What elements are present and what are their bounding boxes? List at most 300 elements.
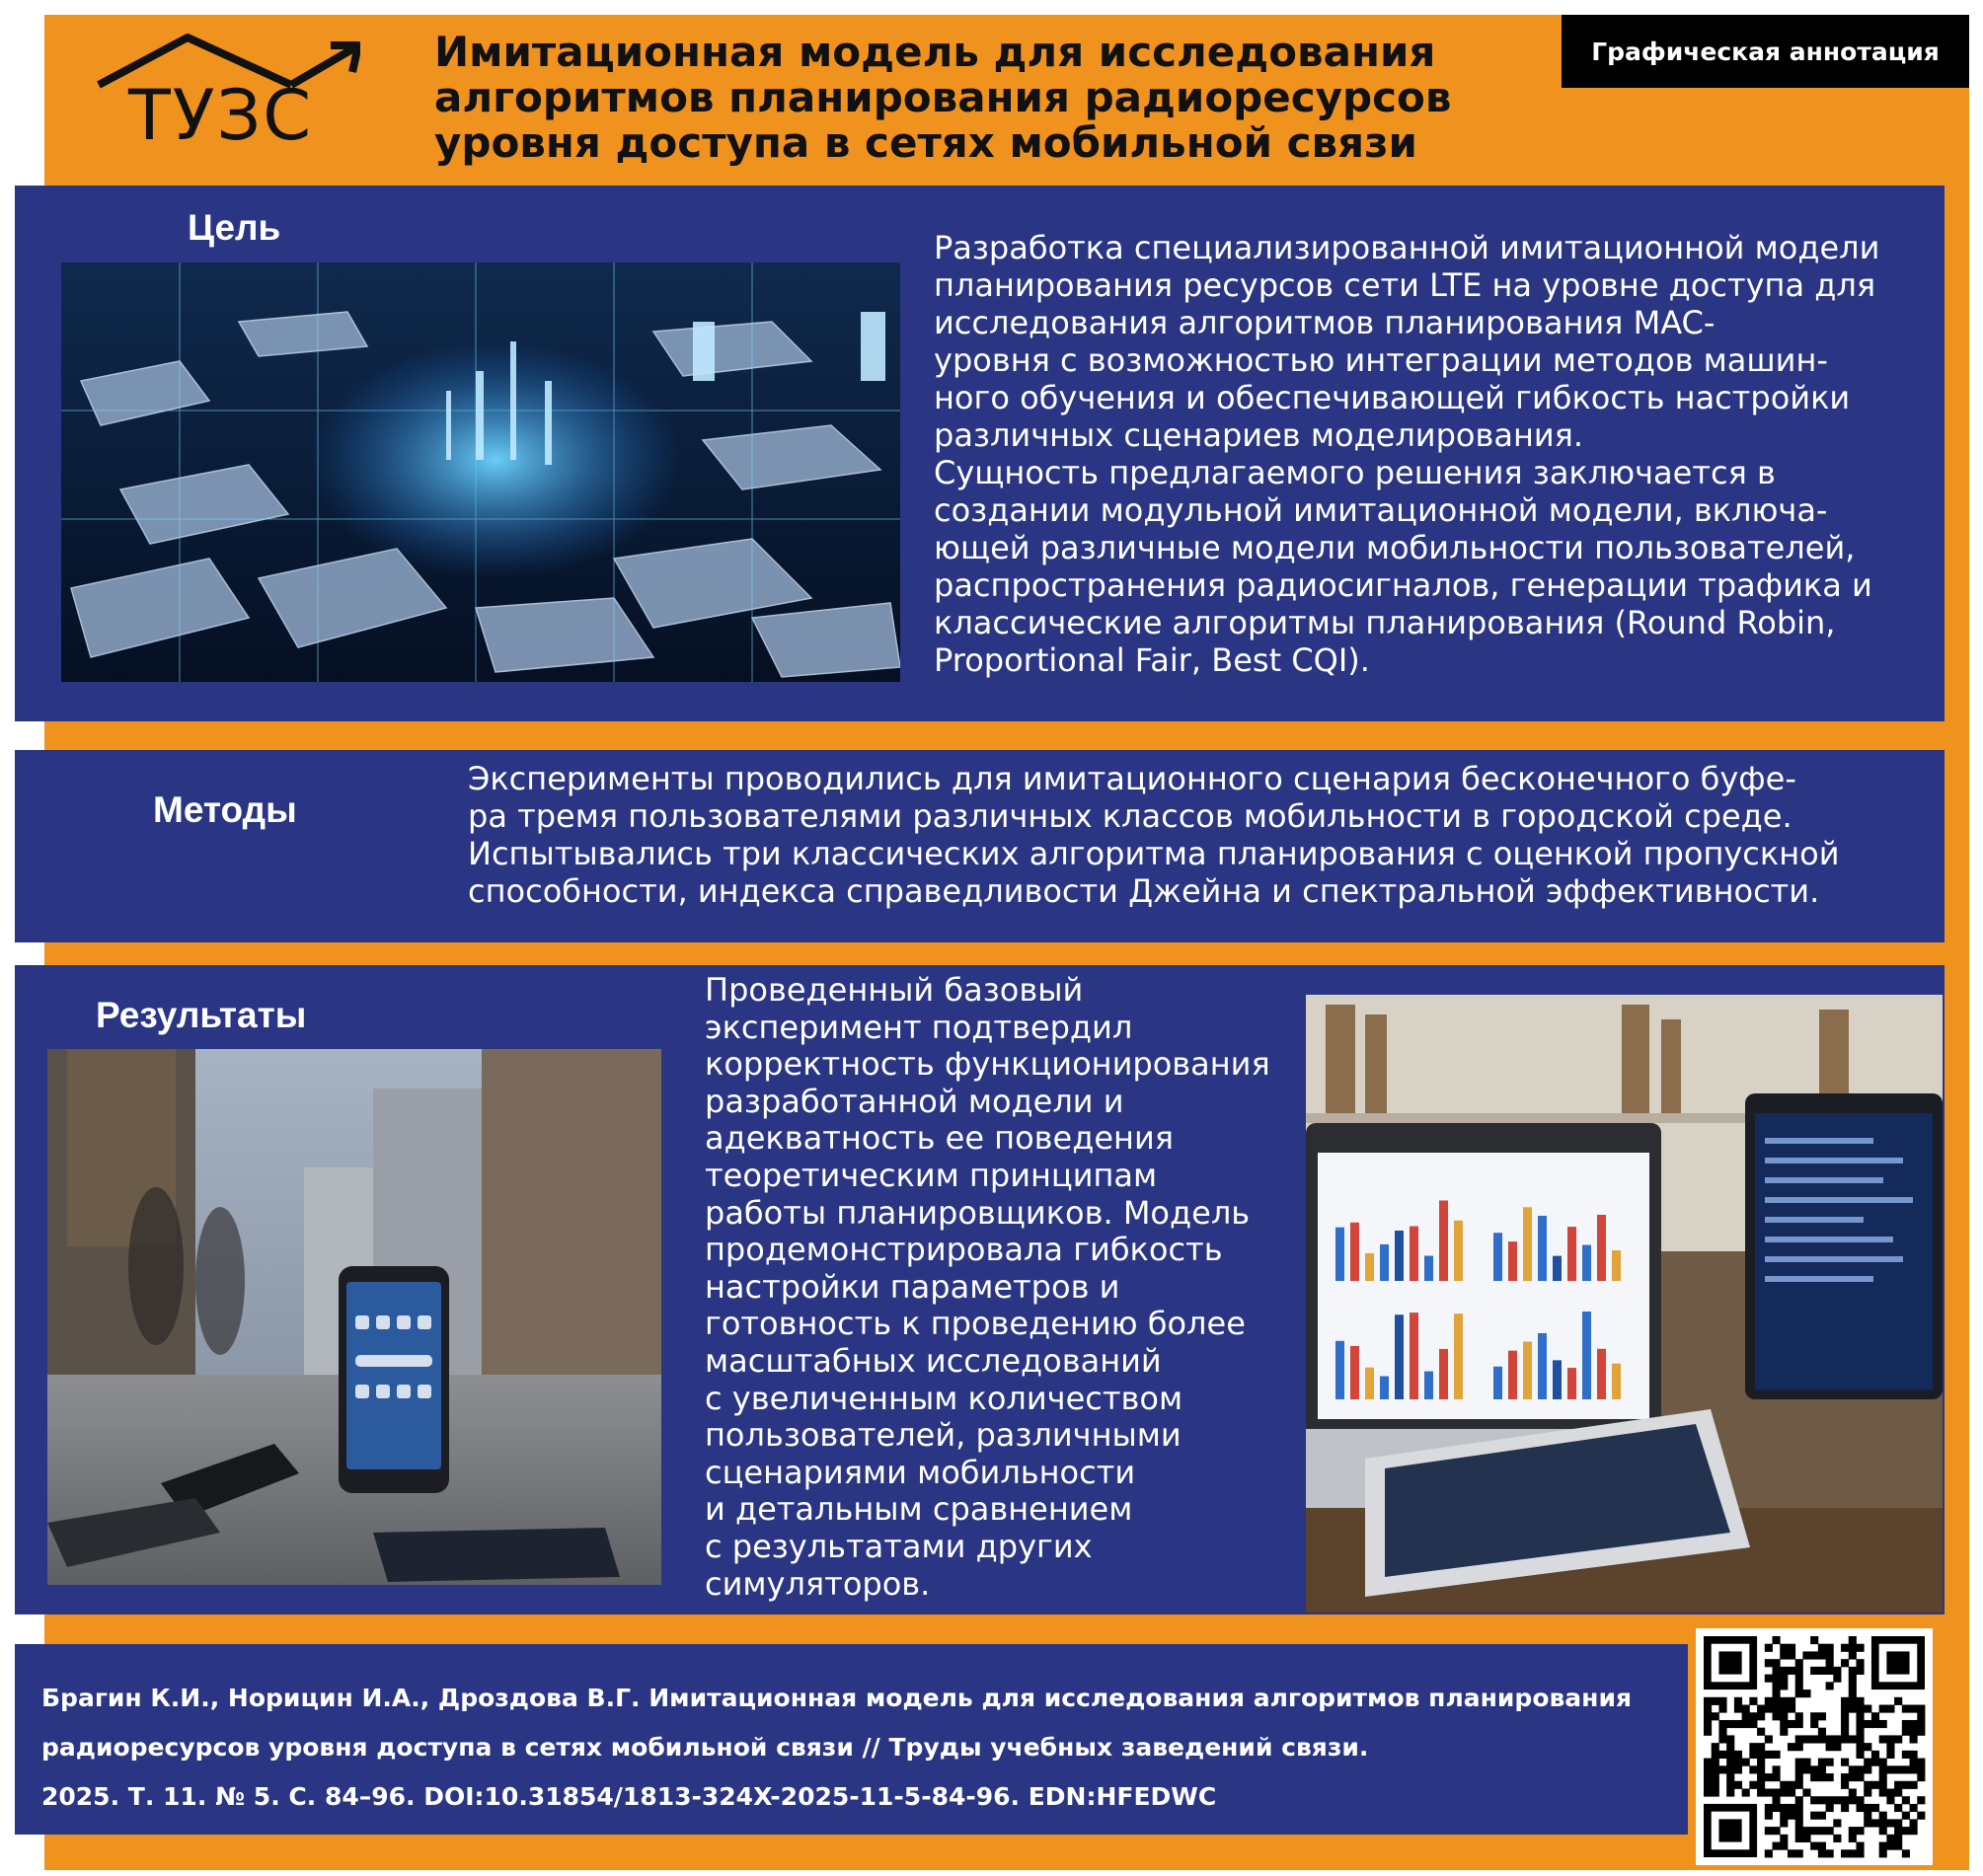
qr-module [1849,1689,1857,1697]
qr-module [1718,1720,1726,1728]
qr-module [1810,1712,1818,1720]
qr-module [1757,1781,1765,1789]
qr-module [1810,1636,1818,1644]
results-line-8: продемонстрировала гибкость [705,1231,1223,1269]
screen-bar [1508,1241,1517,1281]
qr-module [1902,1827,1910,1835]
qr-module [1712,1743,1719,1751]
qr-module [1917,1773,1925,1781]
qr-code[interactable] [1696,1628,1933,1865]
qr-module [1826,1827,1834,1835]
qr-module [1910,1827,1918,1835]
qr-module [1879,1849,1887,1857]
qr-module [1704,1788,1712,1796]
graphical-abstract-badge: Графическая аннотация [1562,15,1969,88]
qr-module [1886,1651,1909,1674]
qr-module [1765,1644,1773,1652]
qr-module [1856,1659,1864,1667]
qr-module [1917,1759,1925,1766]
results-line-17: симуляторов. [705,1564,931,1603]
qr-module [1894,1781,1902,1789]
qr-module [1773,1796,1781,1804]
qr-module [1773,1788,1781,1796]
qr-module [1780,1667,1788,1675]
results-heading: Результаты [96,995,307,1035]
qr-module [1864,1743,1871,1751]
qr-module [1917,1720,1925,1728]
qr-module [1856,1849,1864,1857]
qr-module [1864,1759,1871,1766]
qr-module [1841,1735,1849,1743]
goal-line-9: ющей различные модели мобильности пользователей, [934,529,1856,566]
qr-module [1910,1819,1918,1827]
qr-module [1726,1788,1734,1796]
qr-module [1788,1705,1795,1713]
qr-module [1757,1751,1765,1759]
qr-module [1841,1759,1849,1766]
qr-module [1795,1712,1803,1720]
screen-bar [1538,1333,1547,1399]
qr-module [1802,1765,1810,1773]
qr-module [1726,1751,1734,1759]
qr-module [1712,1781,1719,1789]
qr-module [1795,1849,1803,1857]
citation-line-2: радиоресурсов уровня доступа в сетях мобильной связи // Труды учебных заведений связи. [41,1733,1369,1762]
results-line-2: эксперимент подтвердил [705,1008,1133,1046]
qr-module [1818,1827,1826,1835]
results-line-11: масштабных исследований [705,1341,1162,1380]
qr-module [1726,1759,1734,1766]
qr-module [1856,1773,1864,1781]
qr-module [1712,1751,1719,1759]
screen-bar [1335,1228,1344,1281]
qr-module [1704,1712,1712,1720]
qr-module [1780,1812,1788,1820]
qr-module [1773,1804,1781,1812]
methods-line-1: Эксперименты проводились для имитационного сценария бесконечного буфе- [468,760,1796,797]
qr-module [1749,1765,1757,1773]
screen-bar [1410,1313,1418,1399]
results-line-6: теоретическим принципам [705,1156,1158,1194]
qr-module [1726,1720,1734,1728]
qr-module [1818,1667,1826,1675]
methods-line-3: Испытывались три классических алгоритма планирования с оценкой пропускной [468,835,1840,872]
qr-module [1718,1765,1726,1773]
qr-module [1833,1675,1841,1683]
qr-module [1742,1788,1750,1796]
qr-module [1795,1773,1803,1781]
qr-module [1902,1705,1910,1713]
qr-module [1910,1751,1918,1759]
qr-module [1757,1743,1765,1751]
qr-module [1795,1759,1803,1766]
qr-module [1818,1712,1826,1720]
laptops-image [1306,995,1943,1613]
results-line-16: с результатами других [705,1527,1093,1565]
qr-module [1749,1743,1757,1751]
qr-module [1849,1773,1857,1781]
results-line-12: с увеличенным количеством [705,1379,1183,1417]
qr-module [1795,1743,1803,1751]
qr-module [1802,1735,1810,1743]
qr-module [1704,1720,1712,1728]
qr-module [1788,1720,1795,1728]
screen-bar [1424,1372,1433,1399]
qr-module [1802,1689,1810,1697]
qr-module [1757,1759,1765,1766]
qr-module [1795,1720,1803,1728]
qr-module [1856,1720,1864,1728]
qr-module [1788,1788,1795,1796]
goal-line-8: создании модульной имитационной модели, включа- [934,491,1828,529]
qr-module [1910,1735,1918,1743]
qr-module [1749,1697,1757,1705]
qr-module [1894,1765,1902,1773]
qr-module [1788,1667,1795,1675]
qr-module [1765,1751,1773,1759]
qr-module [1879,1788,1887,1796]
screen-bar [1350,1346,1359,1399]
qr-module [1886,1819,1894,1827]
qr-module [1780,1728,1788,1736]
qr-module [1910,1705,1918,1713]
qr-module [1765,1697,1773,1705]
screen-bar [1582,1312,1591,1399]
qr-module [1773,1842,1781,1850]
qr-module [1849,1788,1857,1796]
qr-module [1841,1644,1849,1652]
qr-module [1833,1796,1841,1804]
screen-bar [1493,1367,1502,1399]
goal-line-6: различных сценариев моделирования. [934,416,1584,454]
qr-module [1856,1667,1864,1675]
qr-module [1765,1675,1773,1683]
qr-module [1765,1659,1773,1667]
qr-module [1841,1849,1849,1857]
qr-module [1765,1849,1773,1857]
methods-line-4: способности, индекса справедливости Джейна и спектральной эффективности. [468,872,1820,910]
qr-module [1871,1804,1879,1812]
qr-module [1826,1651,1834,1659]
qr-module [1765,1827,1773,1835]
goal-line-12: Proportional Fair, Best CQI). [934,641,1370,679]
qr-module [1879,1720,1887,1728]
title-line-2: алгоритмов планирования радиоресурсов [434,73,1452,121]
qr-module [1734,1759,1742,1766]
screen-bar [1424,1256,1433,1281]
page-title [434,30,1520,166]
qr-module [1871,1819,1879,1827]
qr-module [1704,1697,1712,1705]
results-line-3: корректность функционирования [705,1045,1270,1084]
qr-module [1917,1705,1925,1713]
goal-text [934,229,1879,679]
screen-bar [1439,1200,1448,1281]
circuit-city-image [61,263,900,682]
qr-module [1849,1682,1857,1689]
qr-module [1826,1743,1834,1751]
qr-module [1917,1812,1925,1820]
qr-module [1902,1796,1910,1804]
qr-module [1704,1773,1712,1781]
qr-module [1773,1751,1781,1759]
qr-module [1773,1827,1781,1835]
qr-module [1864,1819,1871,1827]
qr-module [1780,1835,1788,1842]
qr-module [1780,1712,1788,1720]
qr-module [1818,1728,1826,1736]
qr-module [1871,1720,1879,1728]
screen-bar [1553,1360,1562,1399]
qr-module [1826,1659,1834,1667]
screen-bar [1582,1245,1591,1281]
qr-module [1773,1689,1781,1697]
qr-module [1826,1804,1834,1812]
qr-module [1757,1705,1765,1713]
qr-module [1810,1796,1818,1804]
qr-module [1864,1788,1871,1796]
qr-module [1749,1751,1757,1759]
screen-bar [1395,1314,1404,1399]
qr-module [1780,1842,1788,1850]
goal-line-3: исследования алгоритмов планирования MAC- [934,304,1716,341]
qr-module [1818,1759,1826,1766]
goal-line-5: ного обучения и обеспечивающей гибкость настройки [934,379,1851,416]
qr-module [1871,1759,1879,1766]
qr-module [1712,1712,1719,1720]
goal-line-4: уровня с возможностью интеграции методов машин- [934,341,1828,379]
qr-module [1712,1773,1719,1781]
title-line-3: уровня доступа в сетях мобильной связи [434,118,1417,167]
qr-module [1818,1796,1826,1804]
citation-line-3: 2025. Т. 11. № 5. С. 84–96. DOI:10.31854/1813-324X-2025-11-5-84-96. EDN:HFEDWC [41,1782,1217,1811]
qr-module [1910,1759,1918,1766]
qr-module [1788,1651,1795,1659]
qr-module [1826,1644,1834,1652]
qr-module [1718,1728,1726,1736]
qr-module [1757,1765,1765,1773]
qr-module [1826,1849,1834,1857]
screen-bar [1597,1349,1606,1399]
screen-bar [1523,1341,1532,1399]
qr-module [1788,1743,1795,1751]
qr-module [1802,1759,1810,1766]
qr-module [1788,1804,1795,1812]
qr-module [1902,1728,1910,1736]
qr-module [1818,1842,1826,1850]
qr-module [1841,1773,1849,1781]
qr-module [1818,1765,1826,1773]
qr-module [1788,1849,1795,1857]
methods-heading: Методы [153,789,297,830]
qr-module [1773,1667,1781,1675]
qr-module [1704,1728,1712,1736]
qr-module [1773,1659,1781,1667]
qr-module [1795,1765,1803,1773]
qr-module [1826,1773,1834,1781]
qr-module [1773,1675,1781,1683]
qr-module [1780,1682,1788,1689]
qr-module [1879,1812,1887,1820]
qr-module [1795,1819,1803,1827]
qr-module [1902,1849,1910,1857]
qr-module [1780,1705,1788,1713]
results-line-1: Проведенный базовый [705,971,1084,1009]
qr-module [1712,1759,1719,1766]
qr-module [1810,1827,1818,1835]
qr-module [1718,1697,1726,1705]
screen-bar [1538,1216,1547,1281]
qr-module [1902,1765,1910,1773]
qr-module [1841,1659,1849,1667]
qr-module [1849,1735,1857,1743]
qr-module [1856,1827,1864,1835]
qr-module [1795,1735,1803,1743]
qr-module [1894,1835,1902,1842]
screen-bar [1508,1351,1517,1399]
qr-module [1818,1812,1826,1820]
qr-module [1879,1705,1887,1713]
qr-module [1773,1712,1781,1720]
qr-module [1849,1651,1857,1659]
qr-module [1734,1720,1742,1728]
goal-line-11: классические алгоритмы планирования (Round Robin, [934,604,1836,641]
qr-module [1818,1644,1826,1652]
qr-module [1864,1765,1871,1773]
qr-module [1726,1765,1734,1773]
qr-module [1788,1781,1795,1789]
qr-module [1902,1812,1910,1820]
qr-module [1712,1697,1719,1705]
qr-module [1780,1788,1788,1796]
qr-module [1780,1697,1788,1705]
qr-module [1810,1720,1818,1728]
qr-module [1773,1765,1781,1773]
qr-module [1749,1781,1757,1789]
qr-module [1734,1705,1742,1713]
qr-module [1917,1765,1925,1773]
qr-module [1856,1765,1864,1773]
qr-module [1810,1812,1818,1820]
qr-module [1795,1675,1803,1683]
qr-module [1773,1697,1781,1705]
screen-bar [1454,1221,1463,1281]
qr-module [1841,1712,1849,1720]
screen-bar [1597,1215,1606,1281]
screen-bar [1553,1256,1562,1281]
results-line-14: сценариями мобильности [705,1453,1136,1491]
qr-module [1765,1735,1773,1743]
qr-module [1818,1849,1826,1857]
qr-module [1856,1705,1864,1713]
qr-module [1871,1751,1879,1759]
qr-module [1856,1712,1864,1720]
qr-module [1795,1796,1803,1804]
qr-module [1856,1743,1864,1751]
qr-module [1795,1667,1803,1675]
screen-bar [1493,1233,1502,1281]
methods-text [468,760,1840,910]
screen-bar [1380,1376,1389,1399]
qr-module [1879,1759,1887,1766]
screen-bar [1567,1227,1576,1281]
qr-module [1802,1788,1810,1796]
screen-bar [1612,1364,1621,1399]
qr-module [1765,1773,1773,1781]
qr-module [1810,1651,1818,1659]
qr-module [1810,1667,1818,1675]
qr-module [1856,1804,1864,1812]
goal-line-1: Разработка специализированной имитационной модели [934,229,1880,266]
qr-module [1841,1728,1849,1736]
results-line-7: работы планировщиков. Модель [705,1193,1251,1232]
qr-module [1773,1705,1781,1713]
screen-bar [1395,1231,1404,1281]
qr-module [1849,1675,1857,1683]
goal-line-2: планирования ресурсов сети LTE на уровне доступа для [934,266,1876,304]
qr-module [1849,1835,1857,1842]
qr-module [1726,1781,1734,1789]
screen-bar [1380,1244,1389,1281]
qr-module [1795,1659,1803,1667]
qr-module [1849,1705,1857,1713]
qr-module [1780,1804,1788,1812]
results-line-10: готовность к проведению более [705,1305,1246,1343]
qr-module [1910,1781,1918,1789]
qr-module [1879,1827,1887,1835]
qr-module [1795,1781,1803,1789]
qr-module [1712,1765,1719,1773]
qr-module [1826,1759,1834,1766]
qr-module [1864,1812,1871,1820]
qr-module [1910,1765,1918,1773]
qr-module [1879,1735,1887,1743]
qr-module [1849,1697,1857,1705]
qr-module [1742,1712,1750,1720]
screen-bar [1612,1250,1621,1281]
qr-module [1810,1765,1818,1773]
qr-module [1833,1667,1841,1675]
qr-module [1886,1765,1894,1773]
qr-module [1795,1827,1803,1835]
results-line-13: пользователей, различными [705,1416,1182,1455]
qr-module [1849,1636,1857,1644]
qr-module [1818,1651,1826,1659]
qr-module [1886,1788,1894,1796]
qr-module [1718,1751,1726,1759]
qr-module [1742,1705,1750,1713]
qr-module [1795,1835,1803,1842]
qr-module [1773,1773,1781,1781]
qr-module [1795,1812,1803,1820]
qr-module [1833,1835,1841,1842]
qr-module [1833,1819,1841,1827]
qr-module [1749,1720,1757,1728]
screen-bar [1410,1227,1418,1281]
qr-module [1780,1720,1788,1728]
qr-module [1704,1705,1712,1713]
qr-module [1757,1728,1765,1736]
qr-module [1841,1697,1849,1705]
qr-module [1886,1842,1894,1850]
results-text [705,972,1270,1603]
qr-module [1849,1849,1857,1857]
qr-module [1894,1788,1902,1796]
screen-bar [1365,1253,1374,1281]
qr-module [1856,1796,1864,1804]
qr-module [1818,1735,1826,1743]
qr-module [1826,1667,1834,1675]
